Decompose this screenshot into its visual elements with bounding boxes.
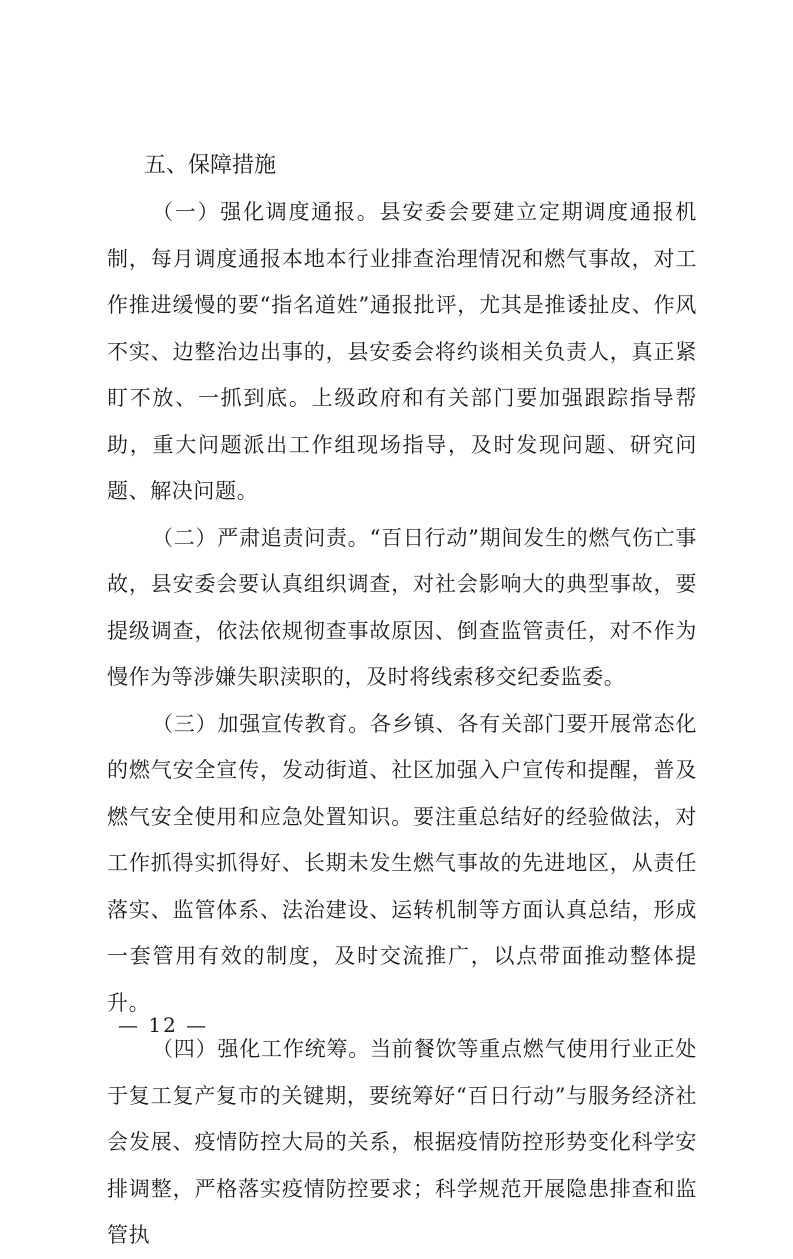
paragraph-3-lead: （三）加强宣传教育。 xyxy=(152,711,371,736)
page-number: — 12 — xyxy=(118,1013,209,1037)
paragraph-2 xyxy=(107,515,697,701)
section-heading: 五、保障措施 xyxy=(144,153,277,178)
paragraph-4-lead: （四）强化工作统筹。 xyxy=(152,1037,371,1061)
paragraph-4 xyxy=(107,1026,697,1259)
paragraph-1-lead: （一）强化调度通报。 xyxy=(152,200,380,224)
paragraph-1 xyxy=(107,189,697,515)
paragraph-4-body: 当前餐饮等重点燃气使用行业正处于复工复产复市的关键期，要统筹好“百日行动”与服务经济社会发展、疫情防控大局的关系，根据疫情防控形势变化科学安排调整，严格落实疫情防控要求；科学规范开展隐患排查和监管执 xyxy=(107,1037,698,1247)
paragraph-3 xyxy=(107,701,697,1027)
paragraph-1-body: 县安委会要建立定期调度通报机制，每月调度通报本地本行业排查治理情况和燃气事故，对工作推进缓慢的要“指名道姓”通报批评，尤其是推诿扯皮、作风不实、边整治边出事的，县安委会将约谈相关负责人，真正紧盯不放、一抓到底。上级政府和有关部门要加强跟踪指导帮助，重大问题派出工作组现场指导，及时发现问题、研究问题、解决问题。 xyxy=(107,200,697,503)
paragraph-2-body: “百日行动”期间发生的燃气伤亡事故，县安委会要认真组织调查，对社会影响大的典型事故，要提级调查，依法依规彻查事故原因、倒查监管责任，对不作为慢作为等涉嫌失职渎职的，及时将线索移交纪委监委。 xyxy=(107,525,698,689)
paragraph-3-body: 各乡镇、各有关部门要开展常态化的燃气安全宣传，发动街道、社区加强入户宣传和提醒，普及燃气安全使用和应急处置知识。要注重总结好的经验做法，对工作抓得实抓得好、长期未发生燃气事故的先进地区，从责任落实、监管体系、法治建设、运转机制等方面认真总结，形成一套管用有效的制度，及时交流推广，以点带面推动整体提升。 xyxy=(107,711,698,1015)
paragraph-2-lead: （二）严肃追责问责。 xyxy=(152,525,370,550)
document-body xyxy=(107,143,697,1259)
